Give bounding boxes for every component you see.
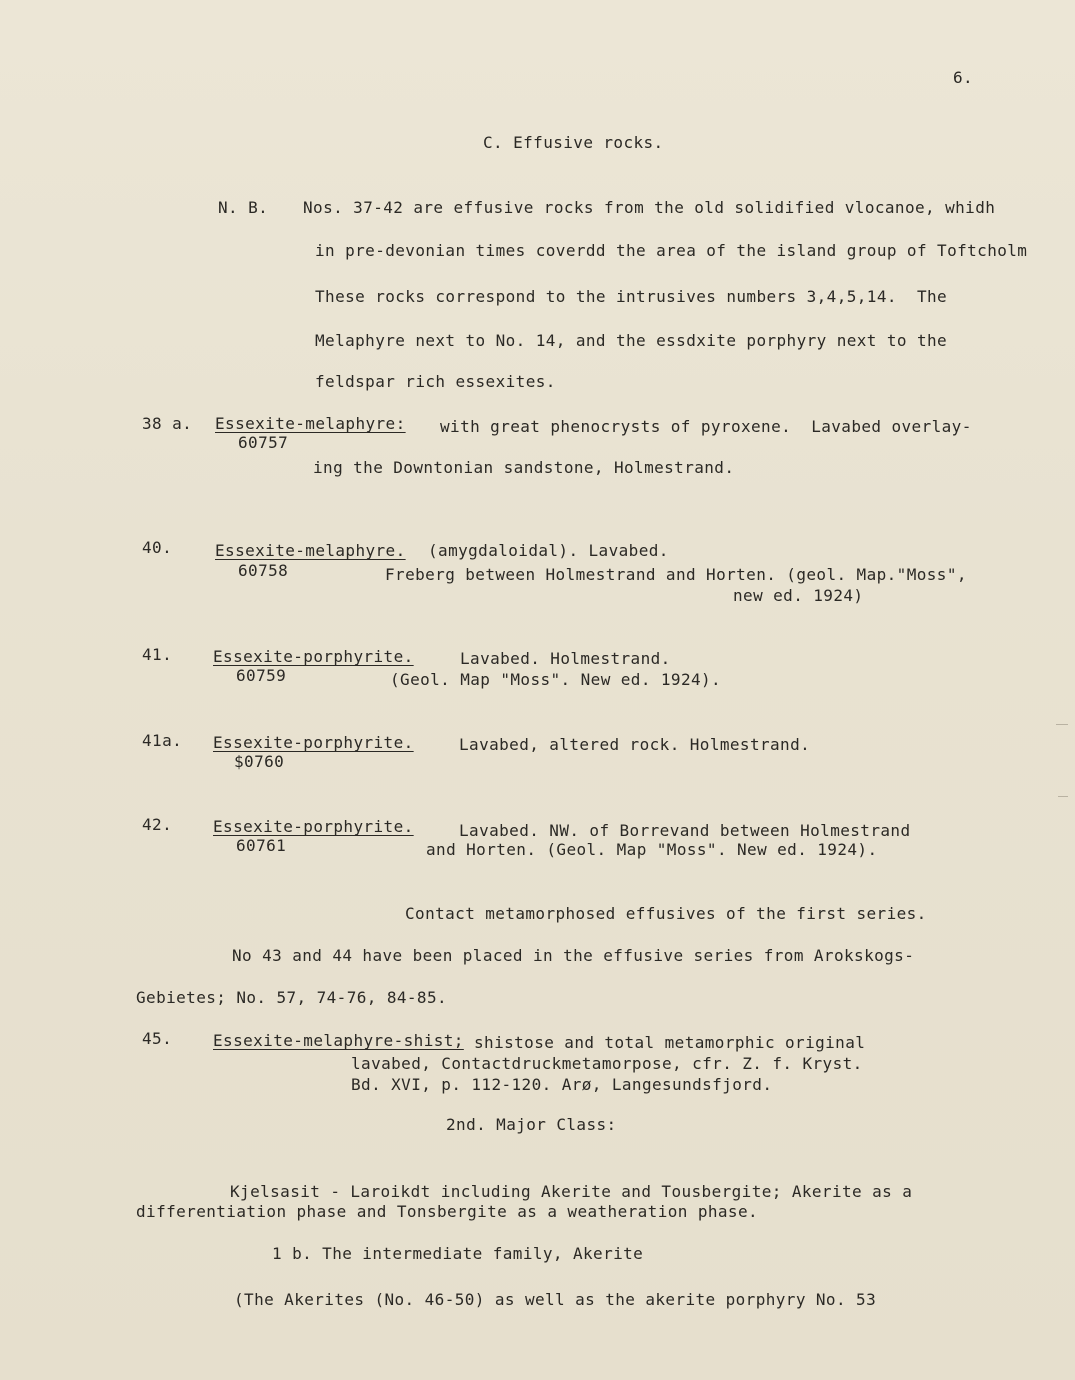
contact-line: No 43 and 44 have been placed in the effusive series from Arokskogs- — [232, 946, 915, 965]
entry-sample-number: 60761 — [236, 836, 287, 855]
paragraph-line: differentiation phase and Tonsbergite as a weatheration phase. — [136, 1202, 759, 1221]
note-label: N. B. — [218, 198, 269, 217]
entry-rock-name: Essexite-porphyrite. — [213, 817, 414, 836]
entry-description-line: Bd. XVI, p. 112-120. Arø, Langesundsfjord. — [351, 1075, 773, 1094]
entry-description-line: Lavabed. Holmestrand. — [460, 649, 671, 668]
paper-mark — [1056, 724, 1068, 725]
entry-sample-number: 60757 — [238, 433, 289, 452]
note-line: in pre-devonian times coverdd the area of the island group of Toftcholm — [315, 241, 1028, 260]
paper-mark — [1058, 796, 1068, 797]
entry-description-line: (Geol. Map "Moss". New ed. 1924). — [390, 670, 722, 689]
contact-heading: Contact metamorphosed effusives of the first series. — [405, 904, 927, 923]
entry-description-line: (amygdaloidal). Lavabed. — [428, 541, 669, 560]
entry-number: 45. — [142, 1029, 173, 1048]
family-heading: 1 b. The intermediate family, Akerite — [272, 1244, 644, 1263]
entry-number: 42. — [142, 815, 173, 834]
note-line: Melaphyre next to No. 14, and the essdxite porphyry next to the — [315, 331, 948, 350]
entry-description-line: Freberg between Holmestrand and Horten. (geol. Map."Moss", — [385, 565, 967, 584]
entry-description-line: with great phenocrysts of pyroxene. Lavabed overlay- — [440, 417, 972, 436]
entry-description-line: new ed. 1924) — [733, 586, 864, 605]
note-line: Nos. 37-42 are effusive rocks from the old solidified vlocanoe, whidh — [303, 198, 996, 217]
entry-number: 40. — [142, 538, 173, 557]
entry-sample-number: 60759 — [236, 666, 287, 685]
entry-number: 41a. — [142, 731, 183, 750]
entry-sample-number: $0760 — [234, 752, 285, 771]
entry-description-line: Lavabed. NW. of Borrevand between Holmestrand — [459, 821, 911, 840]
page-number: 6. — [953, 68, 974, 87]
entry-description-line: ing the Downtonian sandstone, Holmestrand. — [313, 458, 735, 477]
contact-line: Gebietes; No. 57, 74-76, 84-85. — [136, 988, 448, 1007]
entry-description-line: lavabed, Contactdruckmetamorpose, cfr. Z. f. Kryst. — [351, 1054, 863, 1073]
paragraph-line: (The Akerites (No. 46-50) as well as the akerite porphyry No. 53 — [234, 1290, 877, 1309]
note-line: These rocks correspond to the intrusives numbers 3,4,5,14. The — [315, 287, 948, 306]
entry-rock-name: Essexite-melaphyre-shist; — [213, 1031, 464, 1050]
entry-description-line: Lavabed, altered rock. Holmestrand. — [459, 735, 811, 754]
entry-rock-name: Essexite-porphyrite. — [213, 733, 414, 752]
entry-sample-number: 60758 — [238, 561, 289, 580]
note-line: feldspar rich essexites. — [315, 372, 556, 391]
major-class-heading: 2nd. Major Class: — [446, 1115, 617, 1134]
section-title: C. Effusive rocks. — [483, 133, 664, 152]
entry-description-line: shistose and total metamorphic original — [474, 1033, 866, 1052]
entry-number: 41. — [142, 645, 173, 664]
entry-rock-name: Essexite-melaphyre: — [215, 414, 406, 433]
entry-description-line: and Horten. (Geol. Map "Moss". New ed. 1924). — [426, 840, 878, 859]
entry-number: 38 a. — [142, 414, 193, 433]
entry-rock-name: Essexite-porphyrite. — [213, 647, 414, 666]
paragraph-line: Kjelsasit - Laroikdt including Akerite and Tousbergite; Akerite as a — [230, 1182, 913, 1201]
entry-rock-name: Essexite-melaphyre. — [215, 541, 406, 560]
